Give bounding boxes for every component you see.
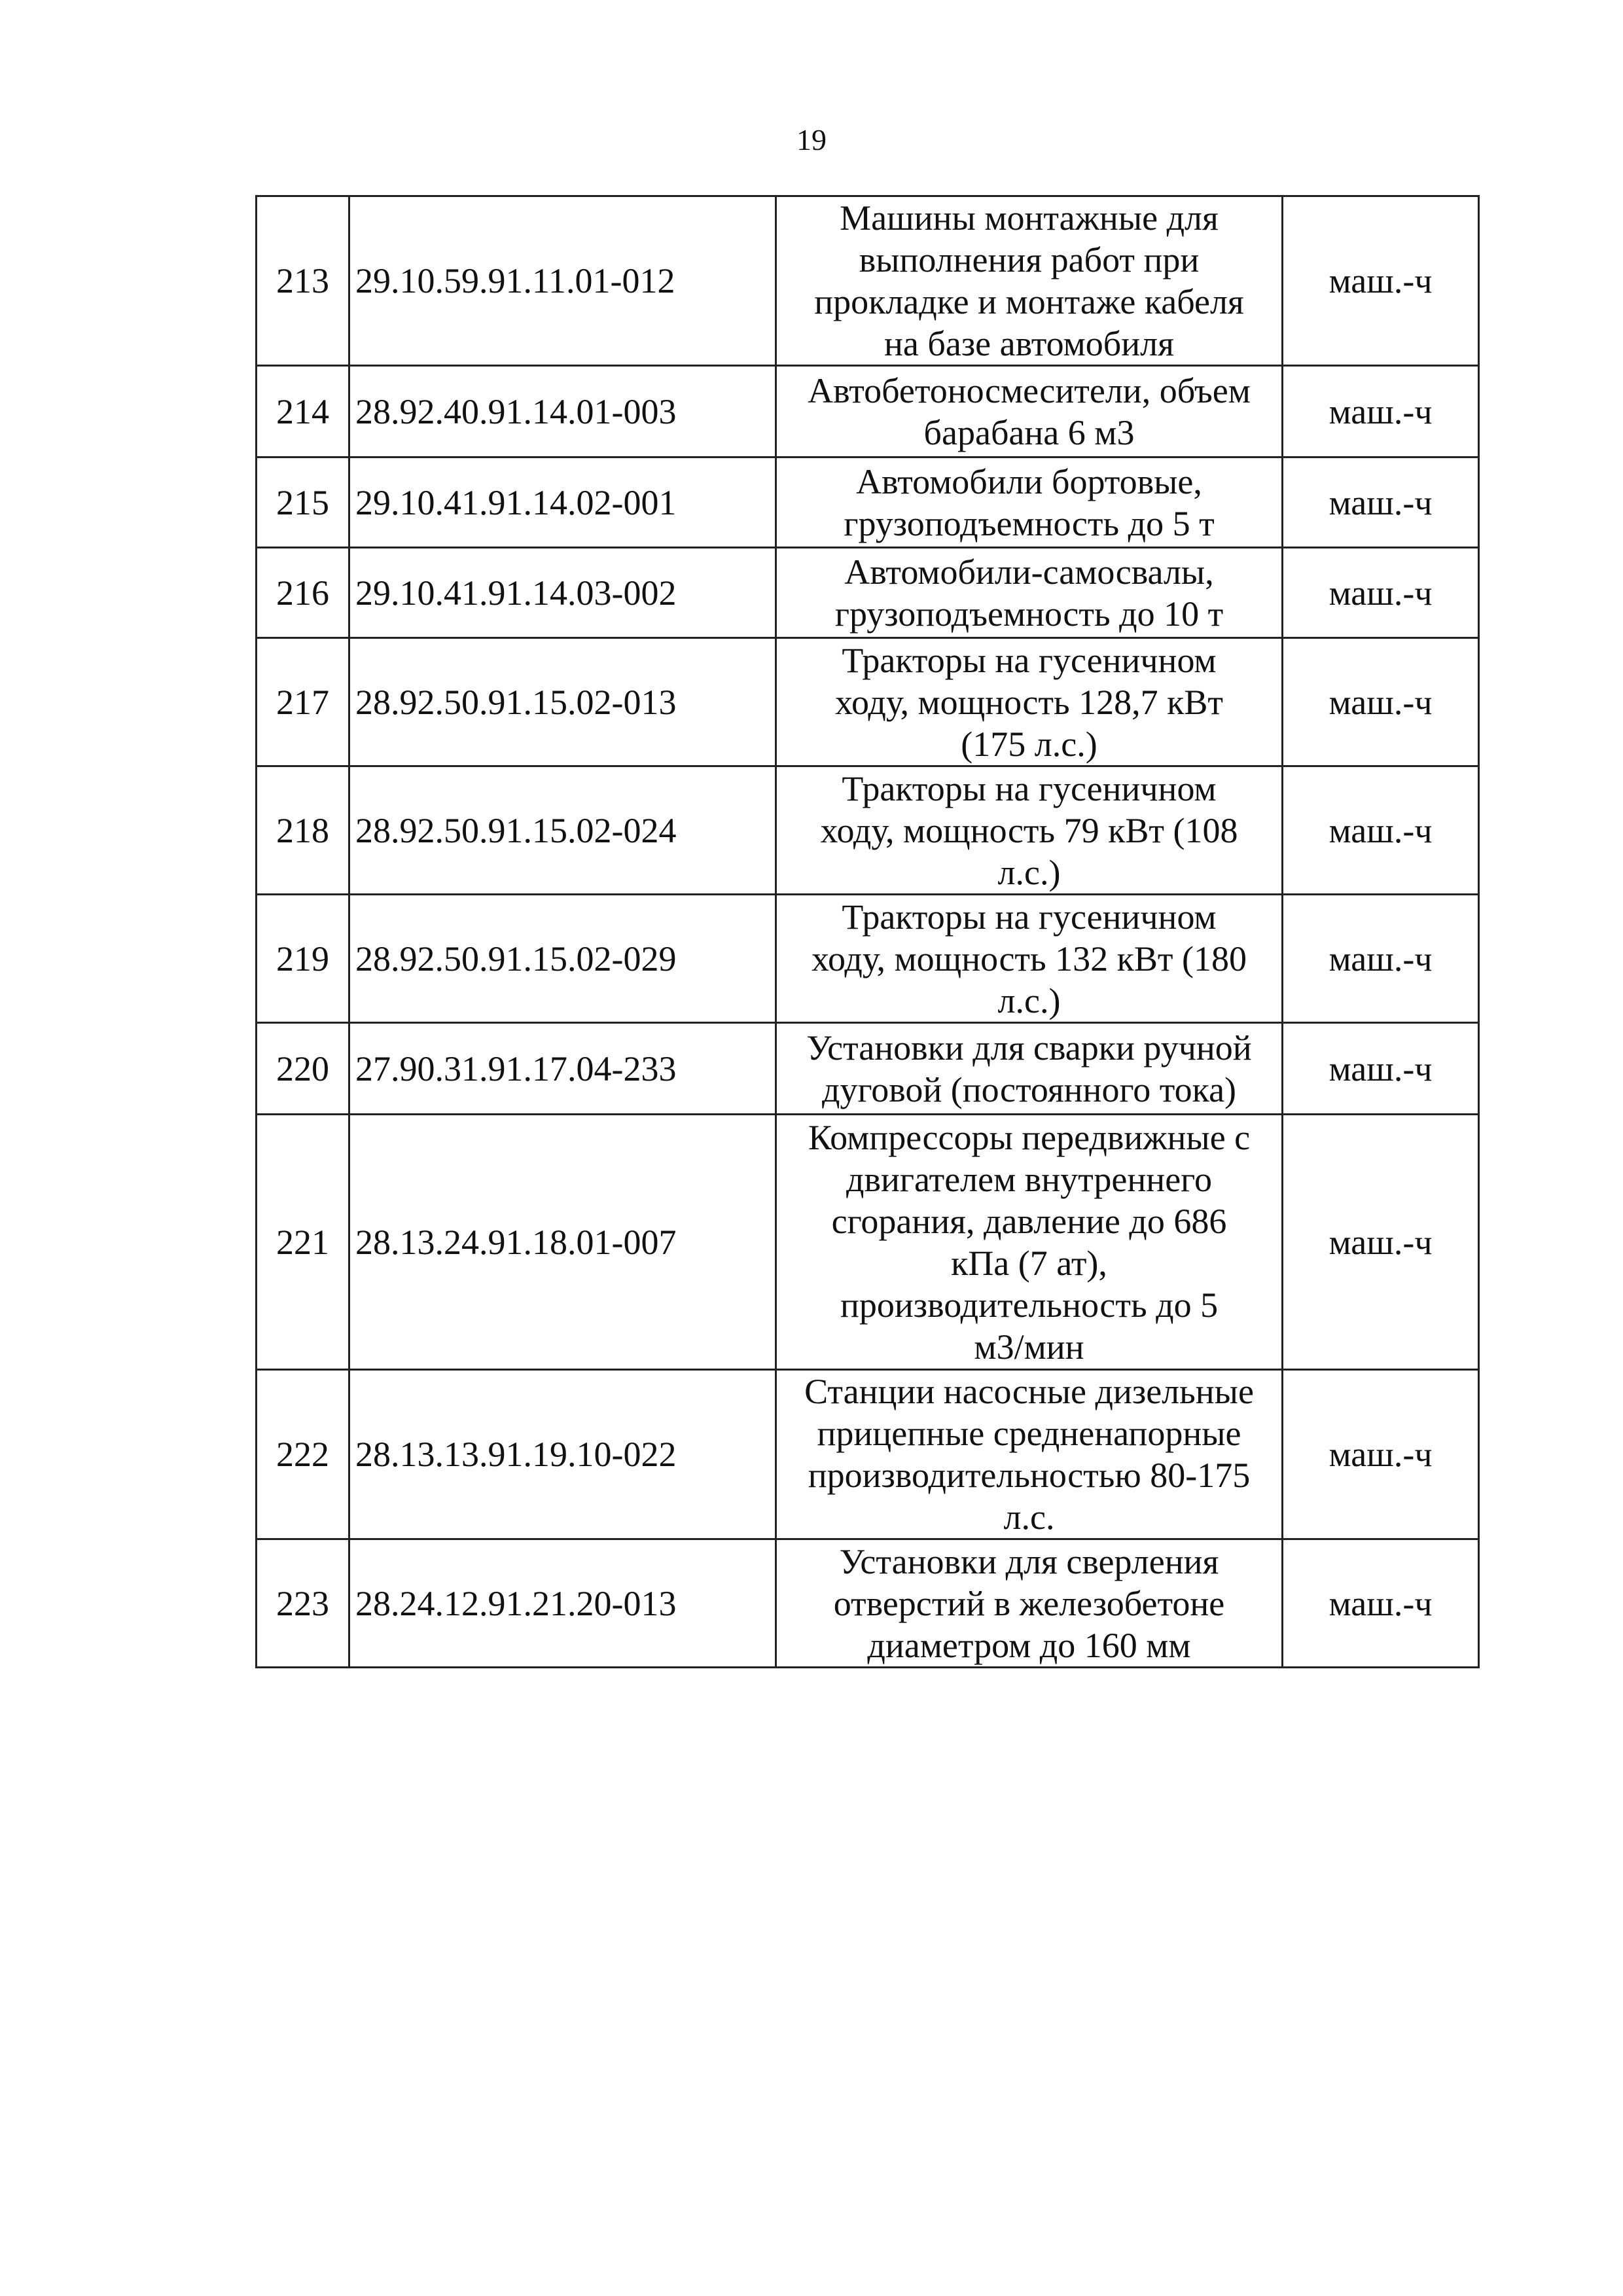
resource-name-line: Автомобили бортовые, — [856, 461, 1202, 501]
resource-name-line: л.с. — [1003, 1498, 1055, 1537]
resource-name-line: ходу, мощность 132 кВт (180 — [812, 939, 1247, 978]
resource-name-line: ходу, мощность 128,7 кВт — [835, 682, 1223, 722]
resource-name — [776, 1370, 1283, 1539]
machinery-table — [255, 195, 1480, 1668]
resource-name-line: грузоподъемность до 10 т — [834, 594, 1224, 634]
resource-name-line: Автомобили-самосвалы, — [844, 552, 1214, 592]
unit-of-measure: маш.-ч — [1283, 1115, 1479, 1370]
table-body — [257, 196, 1479, 1668]
resource-name-line: ходу, мощность 79 кВт (108 — [820, 810, 1238, 850]
row-number: 217 — [257, 638, 349, 766]
resource-name-line: л.с.) — [997, 980, 1061, 1020]
resource-name-line: двигателем внутреннего — [846, 1159, 1212, 1199]
resource-name-line: грузоподъемность до 5 т — [844, 503, 1215, 543]
resource-code: 27.90.31.91.17.04-233 — [349, 1023, 776, 1115]
resource-name-line: кПа (7 ат), — [951, 1243, 1107, 1283]
unit-of-measure: маш.-ч — [1283, 895, 1479, 1023]
resource-code: 28.24.12.91.21.20-013 — [349, 1539, 776, 1668]
unit-of-measure: маш.-ч — [1283, 1023, 1479, 1115]
resource-name — [776, 196, 1283, 366]
row-number: 215 — [257, 457, 349, 548]
unit-of-measure: маш.-ч — [1283, 548, 1479, 638]
unit-of-measure: маш.-ч — [1283, 366, 1479, 457]
resource-name-line: на базе автомобиля — [884, 324, 1174, 363]
resource-name-line: Тракторы на гусеничном — [842, 640, 1217, 680]
resource-code: 28.92.50.91.15.02-029 — [349, 895, 776, 1023]
row-number: 213 — [257, 196, 349, 366]
row-number: 216 — [257, 548, 349, 638]
resource-name-line: (175 л.с.) — [961, 724, 1097, 764]
table-row — [257, 895, 1479, 1023]
page-number: 19 — [796, 123, 827, 156]
resource-name-line: Тракторы на гусеничном — [842, 768, 1217, 808]
row-number: 221 — [257, 1115, 349, 1370]
resource-code: 29.10.41.91.14.02-001 — [349, 457, 776, 548]
resource-name-line: производительность до 5 — [840, 1285, 1219, 1325]
resource-name-line: м3/мин — [974, 1327, 1084, 1367]
table-row — [257, 766, 1479, 895]
row-number: 222 — [257, 1370, 349, 1539]
resource-name — [776, 895, 1283, 1023]
row-number: 214 — [257, 366, 349, 457]
unit-of-measure: маш.-ч — [1283, 766, 1479, 895]
resource-name — [776, 1539, 1283, 1668]
resource-code: 28.13.24.91.18.01-007 — [349, 1115, 776, 1370]
resource-name-line: Станции насосные дизельные — [804, 1372, 1254, 1411]
resource-name-line: дуговой (постоянного тока) — [821, 1069, 1237, 1109]
resource-name — [776, 457, 1283, 548]
resource-name — [776, 1023, 1283, 1115]
resource-name-line: прицепные средненапорные — [817, 1414, 1241, 1453]
resource-name-line: отверстий в железобетоне — [833, 1583, 1225, 1623]
table-row — [257, 366, 1479, 457]
resource-name — [776, 766, 1283, 895]
row-number: 223 — [257, 1539, 349, 1668]
resource-name-line: Установки для сварки ручной — [806, 1028, 1252, 1067]
resource-name-line: Тракторы на гусеничном — [842, 897, 1217, 937]
resource-name-line: Компрессоры передвижные с — [808, 1117, 1251, 1157]
resource-name-line: выполнения работ при — [859, 240, 1200, 279]
resource-name-line: прокладке и монтаже кабеля — [814, 282, 1244, 321]
unit-of-measure: маш.-ч — [1283, 196, 1479, 366]
unit-of-measure: маш.-ч — [1283, 638, 1479, 766]
table-row — [257, 638, 1479, 766]
resource-name-line: диаметром до 160 мм — [867, 1625, 1191, 1665]
resource-name — [776, 1115, 1283, 1370]
resource-name-line: Автобетоносмесители, объем — [808, 370, 1251, 410]
resource-code: 29.10.59.91.11.01-012 — [349, 196, 776, 366]
resource-name-line: л.с.) — [997, 852, 1061, 892]
resource-name-line: сгорания, давление до 686 — [831, 1201, 1227, 1241]
unit-of-measure: маш.-ч — [1283, 1539, 1479, 1668]
table-row — [257, 1023, 1479, 1115]
resource-name-line: барабана 6 м3 — [923, 412, 1135, 452]
row-number: 219 — [257, 895, 349, 1023]
resource-name-line: Машины монтажные для — [840, 198, 1219, 238]
resource-name-line: производительностью 80-175 — [808, 1456, 1251, 1495]
table-row — [257, 1115, 1479, 1370]
resource-name — [776, 638, 1283, 766]
resource-code: 28.92.50.91.15.02-013 — [349, 638, 776, 766]
resource-name-line: Установки для сверления — [839, 1541, 1219, 1581]
row-number: 220 — [257, 1023, 349, 1115]
resource-code: 29.10.41.91.14.03-002 — [349, 548, 776, 638]
resource-name — [776, 548, 1283, 638]
table-row — [257, 1539, 1479, 1668]
resource-name — [776, 366, 1283, 457]
resource-code: 28.13.13.91.19.10-022 — [349, 1370, 776, 1539]
unit-of-measure: маш.-ч — [1283, 457, 1479, 548]
row-number: 218 — [257, 766, 349, 895]
table-row — [257, 1370, 1479, 1539]
resource-code: 28.92.50.91.15.02-024 — [349, 766, 776, 895]
table-row — [257, 196, 1479, 366]
table-row — [257, 548, 1479, 638]
resource-code: 28.92.40.91.14.01-003 — [349, 366, 776, 457]
unit-of-measure: маш.-ч — [1283, 1370, 1479, 1539]
table-row — [257, 457, 1479, 548]
